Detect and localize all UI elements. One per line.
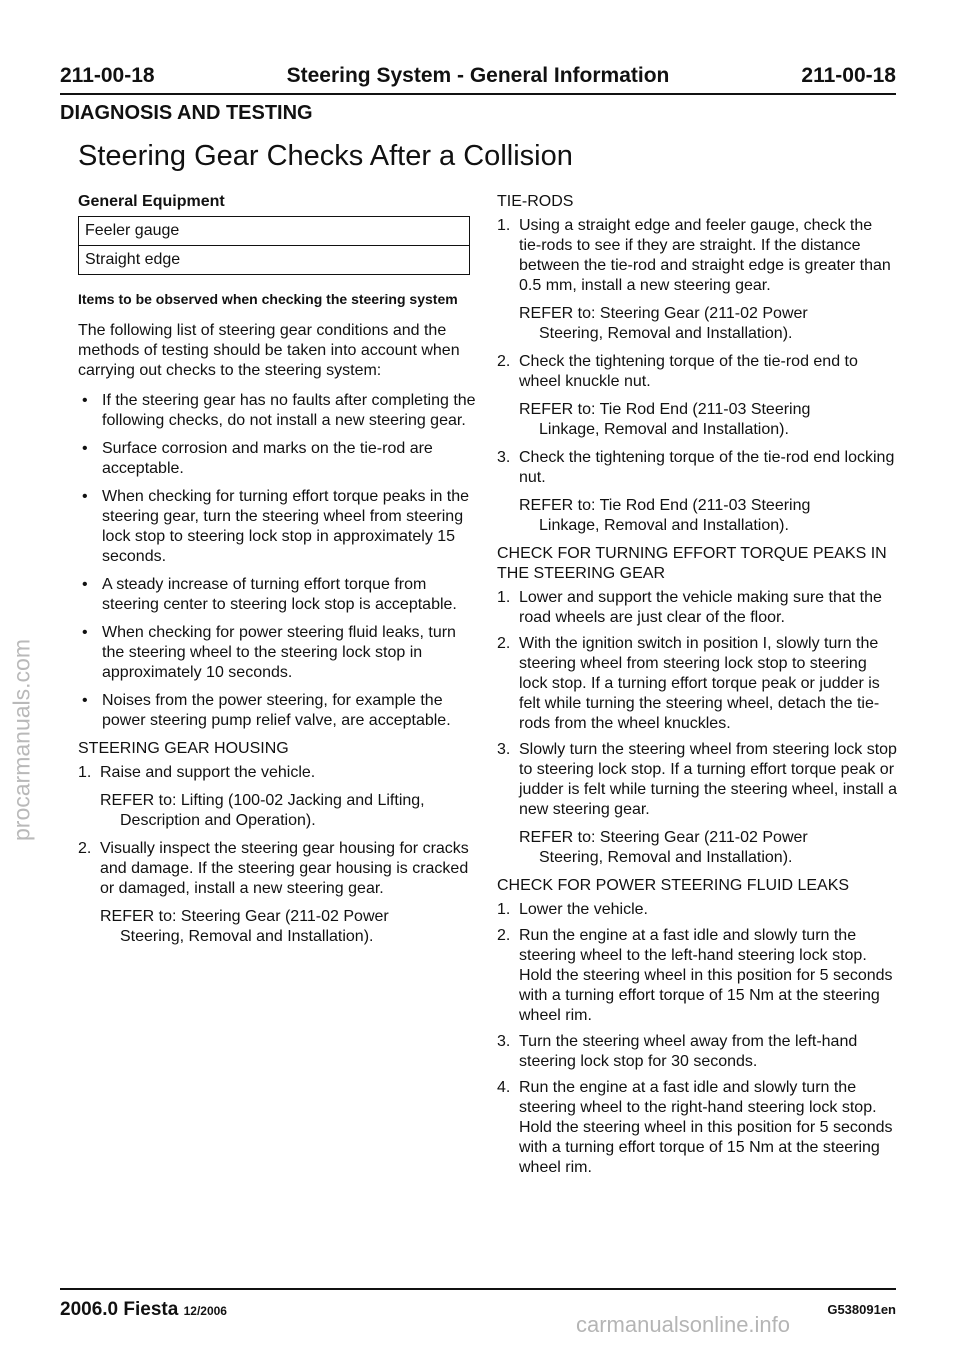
list-item <box>497 352 897 392</box>
list-item <box>497 634 897 734</box>
side-watermark <box>2 560 42 920</box>
step-text: Using a straight edge and feeler gauge, check the tie-rods to see if they are straight. If the distance between the tie-rod and straight edge is greater than 0.5 mm, install a new steering gear. <box>519 217 891 294</box>
section-heading: DIAGNOSIS AND TESTING <box>60 102 313 124</box>
list-item: • When checking for turning effort torque peaks in the steering gear, turn the steering wheel from steering lock stop to steering lock stop in approximately 15 seconds. <box>78 487 478 567</box>
list-item <box>78 763 478 783</box>
header-code-left: 211-00-18 <box>60 64 155 87</box>
list-item <box>497 740 897 820</box>
step-number: 2. <box>78 840 92 857</box>
intro-paragraph: The following list of steering gear conditions and the methods of testing should be taken into account when carrying out checks to the steering system: <box>78 322 460 379</box>
step-text: Slowly turn the steering wheel from steering lock stop to steering lock stop. If a turning effort torque peak or judder is felt while turning the steering wheel, install a new steering gear. <box>519 741 897 818</box>
footer-rule <box>60 1288 896 1290</box>
header-rule <box>60 93 896 95</box>
list-item: • Surface corrosion and marks on the tie-rod are acceptable. <box>78 439 478 479</box>
list-item: • A steady increase of turning effort torque from steering center to steering lock stop is acceptable. <box>78 575 478 615</box>
step-number: 1. <box>497 589 511 606</box>
step-number: 2. <box>497 927 511 944</box>
step-number: 3. <box>497 1033 511 1050</box>
bottom-watermark: carmanualsonline.info <box>576 1312 791 1337</box>
refer-line: Linkage, Removal and Installation). <box>539 421 789 438</box>
header-title: Steering System - General Information <box>286 64 670 87</box>
page-header <box>60 64 896 88</box>
table-row <box>79 217 470 246</box>
refer-line: Steering, Removal and Installation). <box>539 325 793 342</box>
list-item <box>497 900 897 920</box>
refer-line: Description and Operation). <box>120 812 316 829</box>
list-item: • If the steering gear has no faults after completing the following checks, do not install a new steering gear. <box>78 391 478 431</box>
refer-line: REFER to: Steering Gear (211-02 Power <box>519 829 808 846</box>
refer-line: REFER to: Lifting (100-02 Jacking and Lifting, <box>100 792 425 809</box>
refer-line: REFER to: Steering Gear (211-02 Power <box>100 908 389 925</box>
list-item <box>497 448 897 488</box>
step-number: 3. <box>497 741 511 758</box>
step-number: 1. <box>497 901 511 918</box>
refer-line: Linkage, Removal and Installation). <box>539 517 789 534</box>
side-watermark-text: procarmanuals.com <box>8 639 35 841</box>
step-text: Raise and support the vehicle. <box>100 764 316 781</box>
list-item <box>497 1078 897 1178</box>
list-item <box>497 926 897 1026</box>
list-item <box>78 839 478 899</box>
header-code-right: 211-00-18 <box>801 64 896 87</box>
step-number: 2. <box>497 353 511 370</box>
leaks-heading: CHECK FOR POWER STEERING FLUID LEAKS <box>497 877 850 894</box>
tierods-heading: TIE-RODS <box>497 193 574 210</box>
refer-note <box>497 828 897 868</box>
refer-line: REFER to: Tie Rod End (211-03 Steering <box>519 401 811 418</box>
step-text: Check the tightening torque of the tie-rod end locking nut. <box>519 449 895 486</box>
step-text: Lower and support the vehicle making sure that the road wheels are just clear of the floor. <box>519 589 882 626</box>
equipment-cell: Feeler gauge <box>79 217 470 246</box>
equipment-cell: Straight edge <box>79 246 470 275</box>
step-text: Run the engine at a fast idle and slowly turn the steering wheel to the right-hand steering lock stop. Hold the steering wheel in this position for 5 seconds with a turning effort torque of 15 Nm at the steering wheel rim. <box>519 1079 893 1176</box>
refer-line: REFER to: Tie Rod End (211-03 Steering <box>519 497 811 514</box>
list-item: • When checking for power steering fluid leaks, turn the steering wheel to the steering lock stop in approximately 10 seconds. <box>78 623 478 683</box>
step-number: 3. <box>497 449 511 466</box>
step-text: With the ignition switch in position I, slowly turn the steering wheel from steering lock stop to steering lock stop. If a turning effort torque peak or judder is felt while turning the steering wheel, detach the tie-rods from the wheel knuckles. <box>519 635 880 732</box>
step-text: Check the tightening torque of the tie-rod end to wheel knuckle nut. <box>519 353 858 390</box>
tierods-steps-2 <box>497 352 897 392</box>
footer-model <box>60 1299 227 1321</box>
peaks-steps <box>497 588 897 820</box>
step-number: 1. <box>497 217 511 234</box>
step-text: Visually inspect the steering gear housing for cracks and damage. If the steering gear housing is cracked or damaged, install a new steering gear. <box>100 840 469 897</box>
step-text: Run the engine at a fast idle and slowly turn the steering wheel to the left-hand steering lock stop. Hold the steering wheel in this position for 5 seconds with a turning effort torque of 15 Nm at the steering wheel rim. <box>519 927 893 1024</box>
list-item <box>497 216 897 296</box>
refer-line: Steering, Removal and Installation). <box>120 928 374 945</box>
housing-heading: STEERING GEAR HOUSING <box>78 740 289 757</box>
footer-date: 12/2006 <box>183 1304 227 1318</box>
leaks-steps <box>497 900 897 1178</box>
left-column <box>78 192 478 947</box>
peaks-heading: CHECK FOR TURNING EFFORT TORQUE PEAKS IN THE STEERING GEAR <box>497 545 887 582</box>
step-number: 1. <box>78 764 92 781</box>
refer-note <box>497 400 897 440</box>
equipment-heading: General Equipment <box>78 193 225 210</box>
step-number: 4. <box>497 1079 511 1096</box>
footer-model-name: 2006.0 Fiesta <box>60 1299 179 1320</box>
refer-note <box>497 496 897 536</box>
refer-line: REFER to: Steering Gear (211-02 Power <box>519 305 808 322</box>
items-heading: Items to be observed when checking the steering system <box>78 291 458 307</box>
conditions-list <box>78 391 478 731</box>
step-text: Lower the vehicle. <box>519 901 648 918</box>
housing-steps-2 <box>78 839 478 899</box>
step-number: 2. <box>497 635 511 652</box>
refer-note <box>497 304 897 344</box>
table-row <box>79 246 470 275</box>
equipment-table <box>78 216 470 275</box>
tierods-steps-3 <box>497 448 897 488</box>
refer-line: Steering, Removal and Installation). <box>539 849 793 866</box>
footer-doc-code: G538091en <box>827 1302 896 1317</box>
list-item: • Noises from the power steering, for example the power steering pump relief valve, are acceptable. <box>78 691 478 731</box>
housing-steps <box>78 763 478 783</box>
refer-note <box>78 907 478 947</box>
list-item <box>497 588 897 628</box>
list-item <box>497 1032 897 1072</box>
tierods-steps <box>497 216 897 296</box>
page-title: Steering Gear Checks After a Collision <box>78 140 573 172</box>
refer-note <box>78 791 478 831</box>
step-text: Turn the steering wheel away from the left-hand steering lock stop for 30 seconds. <box>519 1033 858 1070</box>
right-column <box>497 192 897 1184</box>
